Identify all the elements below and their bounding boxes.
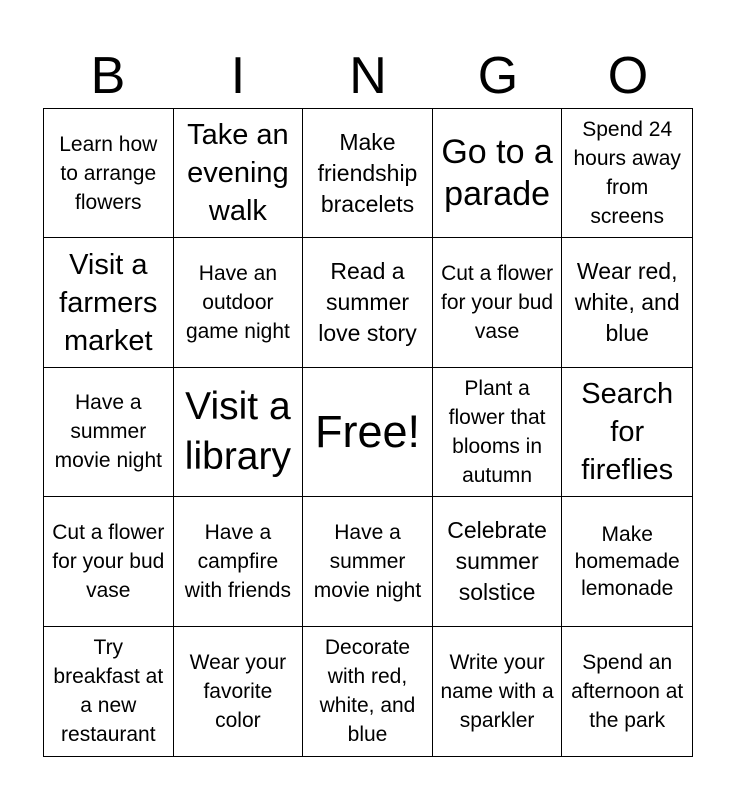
bingo-cell-r4c2[interactable]	[174, 497, 304, 626]
header-letter-b: B	[90, 47, 126, 105]
bingo-cell-r1c1[interactable]	[44, 109, 174, 238]
bingo-cell-r1c2[interactable]	[174, 109, 304, 238]
bingo-cell-r5c2[interactable]	[174, 627, 304, 756]
bingo-cell-r5c1[interactable]	[44, 627, 174, 756]
cell-text: Wear red, white, and blue	[574, 258, 680, 347]
bingo-cell-r2c5[interactable]	[562, 238, 692, 367]
bingo-cell-r4c1[interactable]	[44, 497, 174, 626]
cell-text: Write your name with a sparkler	[440, 650, 554, 732]
cell-text: Decorate with red, white, and blue	[319, 636, 416, 747]
cell-text: Wear your favorite color	[189, 650, 287, 732]
cell-text: Try breakfast at a new restaurant	[53, 636, 164, 747]
cell-text: Have a summer movie night	[313, 520, 422, 602]
cell-text: Read a summer love story	[318, 258, 417, 347]
cell-text: Celebrate summer solstice	[447, 516, 547, 605]
bingo-cell-r3c3-free[interactable]	[303, 368, 433, 497]
bingo-cell-r1c3[interactable]	[303, 109, 433, 238]
bingo-cell-r4c3[interactable]	[303, 497, 433, 626]
cell-text: Cut a flower for your bud vase	[441, 262, 554, 344]
cell-text: Take an evening walk	[187, 119, 289, 228]
header-letter-i: I	[230, 47, 246, 105]
bingo-cell-r2c4[interactable]	[433, 238, 563, 367]
bingo-cell-r1c4[interactable]	[433, 109, 563, 238]
cell-text: Make friendship bracelets	[317, 128, 418, 217]
cell-text: Spend an afternoon at the park	[571, 650, 684, 732]
cell-text: Learn how to arrange flowers	[59, 132, 158, 214]
bingo-cell-r5c3[interactable]	[303, 627, 433, 756]
cell-text: Cut a flower for your bud vase	[52, 520, 165, 602]
bingo-cell-r3c4[interactable]	[433, 368, 563, 497]
cell-text: Have a summer movie night	[54, 391, 162, 473]
cell-text: Spend 24 hours away from screens	[573, 118, 681, 229]
bingo-cell-r2c3[interactable]	[303, 238, 433, 367]
cell-text: Visit a farmers market	[59, 248, 158, 357]
cell-text: Make homemade lemonade	[574, 522, 680, 600]
bingo-cell-r2c2[interactable]	[174, 238, 304, 367]
header-letter-n: N	[349, 47, 387, 105]
cell-text: Have a campfire with friends	[184, 520, 291, 602]
cell-text: Have an outdoor game night	[185, 262, 290, 344]
bingo-cell-r5c5[interactable]	[562, 627, 692, 756]
bingo-board	[43, 108, 693, 757]
bingo-cell-r5c4[interactable]	[433, 627, 563, 756]
cell-text: Go to a parade	[441, 133, 553, 214]
free-space-text: Free!	[314, 405, 420, 457]
header-letter-o: O	[607, 47, 649, 105]
bingo-cell-r3c2[interactable]	[174, 368, 304, 497]
bingo-cell-r3c5[interactable]	[562, 368, 692, 497]
cell-text: Visit a library	[184, 384, 291, 478]
header-letter-g: G	[477, 47, 519, 105]
cell-text: Plant a flower that blooms in autumn	[448, 376, 546, 487]
bingo-cell-r3c1[interactable]	[44, 368, 174, 497]
bingo-cell-r2c1[interactable]	[44, 238, 174, 367]
cell-text: Search for fireflies	[581, 377, 674, 486]
bingo-header	[43, 44, 693, 108]
bingo-cell-r4c5[interactable]	[562, 497, 692, 626]
bingo-cell-r1c5[interactable]	[562, 109, 692, 238]
bingo-cell-r4c4[interactable]	[433, 497, 563, 626]
